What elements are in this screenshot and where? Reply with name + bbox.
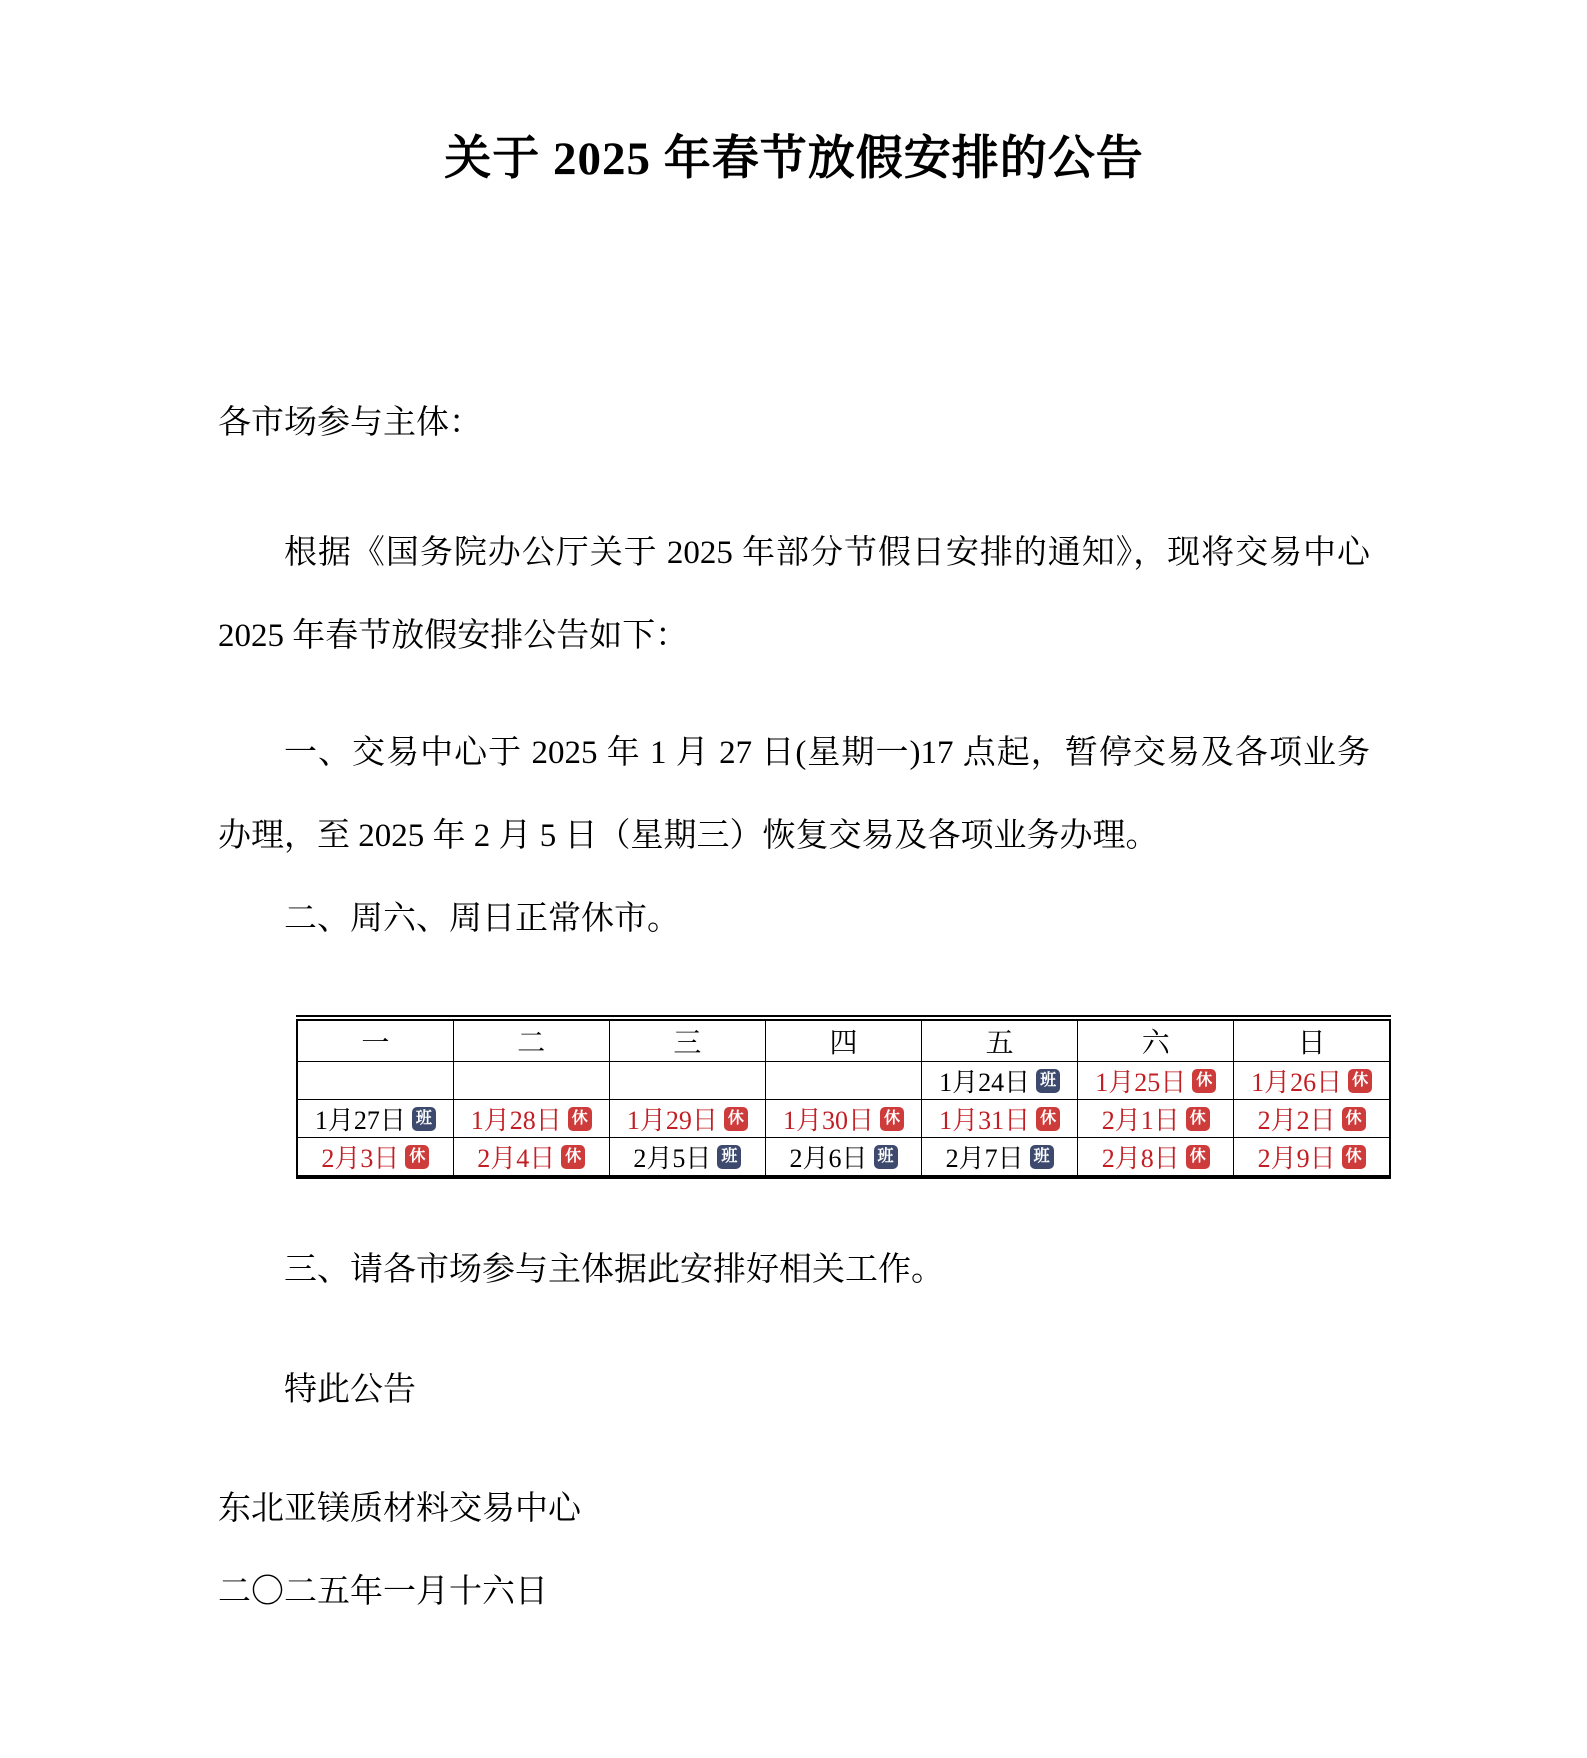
calendar-cell-content: [321, 1138, 429, 1175]
calendar-date: 2月8日: [1101, 1144, 1180, 1173]
calendar-cell-content: [1251, 1062, 1372, 1099]
calendar-cell: [1234, 1100, 1390, 1138]
calendar-cell: [453, 1138, 609, 1178]
calendar-date: 2月3日: [321, 1144, 400, 1173]
signature-block: [218, 1468, 1370, 1634]
calendar-cell-content: [627, 1100, 748, 1137]
calendar-cell-content: [315, 1100, 436, 1137]
calendar-cell: [765, 1062, 921, 1100]
calendar-cell: [922, 1138, 1078, 1178]
calendar-date: 2月2日: [1257, 1106, 1336, 1135]
calendar-cell: [765, 1138, 921, 1178]
intro-paragraph: 根据《国务院办公厅关于 2025 年部分节假日安排的通知》，现将交易中心 2025 年春节放假安排公告如下：: [218, 535, 1370, 654]
rest-day-badge: 休: [880, 1107, 904, 1131]
calendar-cell: [297, 1100, 453, 1138]
rest-day-badge: 休: [1348, 1069, 1372, 1093]
calendar-cell-content: [471, 1100, 592, 1137]
calendar-cell: [1078, 1138, 1234, 1178]
holiday-calendar-table: [296, 1015, 1391, 1179]
work-day-badge: 班: [1036, 1069, 1060, 1093]
document-body: [218, 382, 1370, 1634]
calendar-row: [297, 1100, 1390, 1138]
item-1-paragraph: 一、交易中心于 2025 年 1 月 27 日(星期一)17 点起，暂停交易及各项业务办理，至 2025 年 2 月 5 日（星期三）恢复交易及各项业务办理。: [218, 735, 1370, 854]
item-2-paragraph: 二、周六、周日正常休市。: [284, 901, 680, 937]
calendar-cell: [297, 1062, 453, 1100]
calendar-date: 1月28日: [470, 1106, 562, 1135]
work-day-badge: 班: [717, 1145, 741, 1169]
weekday-header: 六: [1078, 1018, 1234, 1062]
rest-day-badge: 休: [1342, 1107, 1366, 1131]
weekday-header: 四: [765, 1018, 921, 1062]
weekday-header: 三: [609, 1018, 765, 1062]
calendar-header-row: [297, 1018, 1390, 1062]
document-title: 关于 2025 年春节放假安排的公告: [444, 133, 1144, 185]
calendar-date: 2月7日: [945, 1144, 1024, 1173]
calendar-cell: [922, 1062, 1078, 1100]
signature-organization: 东北亚镁质材料交易中心: [218, 1491, 581, 1527]
calendar-cell: [1078, 1100, 1234, 1138]
calendar-date: 2月6日: [789, 1144, 868, 1173]
calendar-date: 2月9日: [1257, 1144, 1336, 1173]
rest-day-badge: 休: [1036, 1107, 1060, 1131]
rest-day-badge: 休: [1186, 1107, 1210, 1131]
calendar-date: 2月4日: [477, 1144, 556, 1173]
weekday-header: 五: [922, 1018, 1078, 1062]
calendar-cell-content: [946, 1138, 1054, 1175]
calendar-cell: [453, 1100, 609, 1138]
work-day-badge: 班: [874, 1145, 898, 1169]
calendar-row: [297, 1138, 1390, 1178]
calendar-cell: [609, 1138, 765, 1178]
calendar-cell: [609, 1062, 765, 1100]
calendar-date: 1月26日: [1251, 1068, 1343, 1097]
rest-day-badge: 休: [568, 1107, 592, 1131]
calendar-cell-content: [477, 1138, 585, 1175]
calendar-cell-content: [939, 1100, 1060, 1137]
calendar-cell: [609, 1100, 765, 1138]
weekday-header: 二: [453, 1018, 609, 1062]
calendar-date: 2月5日: [633, 1144, 712, 1173]
rest-day-badge: 休: [561, 1145, 585, 1169]
calendar-cell-content: [1258, 1138, 1366, 1175]
salutation: 各市场参与主体：: [218, 405, 482, 441]
calendar-cell: [297, 1138, 453, 1178]
calendar-date: 1月30日: [782, 1106, 874, 1135]
calendar-date: 1月31日: [939, 1106, 1031, 1135]
rest-day-badge: 休: [1342, 1145, 1366, 1169]
rest-day-badge: 休: [405, 1145, 429, 1169]
calendar-date: 1月24日: [939, 1068, 1031, 1097]
calendar-cell-content: [1258, 1100, 1366, 1137]
calendar-row: [297, 1062, 1390, 1100]
signature-date: 二〇二五年一月十六日: [218, 1574, 548, 1610]
calendar-cell-content: [1102, 1138, 1210, 1175]
work-day-badge: 班: [1030, 1145, 1054, 1169]
calendar-cell: [1234, 1138, 1390, 1178]
closing-text: 特此公告: [284, 1372, 416, 1408]
calendar-cell-content: [789, 1138, 897, 1175]
calendar-cell: [453, 1062, 609, 1100]
calendar-cell: [1078, 1062, 1234, 1100]
calendar-cell: [1234, 1062, 1390, 1100]
calendar-cell-content: [939, 1062, 1060, 1099]
calendar-cell-content: [783, 1100, 904, 1137]
rest-day-badge: 休: [724, 1107, 748, 1131]
weekday-header: 日: [1234, 1018, 1390, 1062]
calendar-date: 1月25日: [1095, 1068, 1187, 1097]
weekday-header: 一: [297, 1018, 453, 1062]
calendar-cell-content: [633, 1138, 741, 1175]
work-day-badge: 班: [412, 1107, 436, 1131]
calendar-date: 1月27日: [314, 1106, 406, 1135]
calendar-cell-content: [1095, 1062, 1216, 1099]
rest-day-badge: 休: [1186, 1145, 1210, 1169]
calendar-cell: [765, 1100, 921, 1138]
calendar-date: 1月29日: [626, 1106, 718, 1135]
calendar-cell: [922, 1100, 1078, 1138]
calendar-cell-content: [1102, 1100, 1210, 1137]
calendar-date: 2月1日: [1101, 1106, 1180, 1135]
rest-day-badge: 休: [1192, 1069, 1216, 1093]
item-3-paragraph: 三、请各市场参与主体据此安排好相关工作。: [284, 1252, 944, 1288]
